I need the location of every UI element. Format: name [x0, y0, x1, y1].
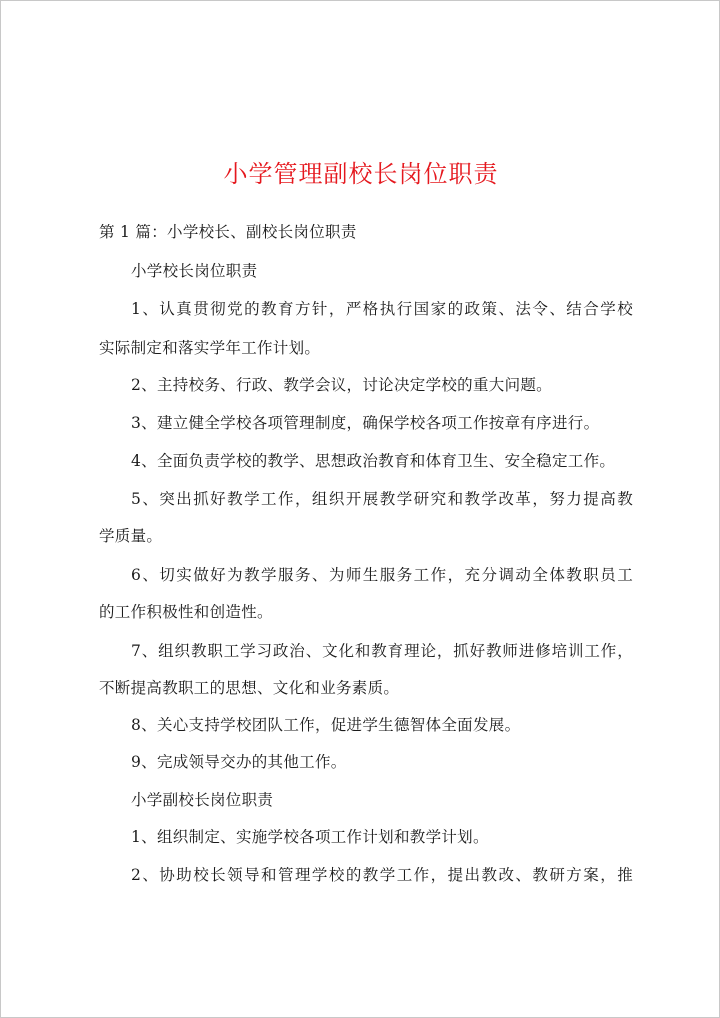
vice-item-2-line-1: 2、协助校长领导和管理学校的教学工作，提出教改、教研方案，推 — [131, 866, 633, 884]
principal-item-4: 4、全面负责学校的教学、思想政治教育和体育卫生、安全稳定工作。 — [131, 452, 616, 470]
principal-item-7-line-1: 7、组织教职工学习政治、文化和教育理论，抓好教师进修培训工作， — [131, 642, 633, 660]
principal-item-6-line-1: 6、切实做好为教学服务、为师生服务工作，充分调动全体教职员工 — [131, 566, 633, 584]
section-heading: 第 1 篇：小学校长、副校长岗位职责 — [99, 223, 357, 241]
principal-item-1-line-2: 实际制定和落实学年工作计划。 — [99, 339, 321, 357]
principal-item-6-line-2: 的工作积极性和创造性。 — [99, 603, 273, 621]
document-title: 小学管理副校长岗位职责 — [223, 160, 499, 188]
principal-item-7-line-2: 不断提高教职工的思想、文化和业务素质。 — [99, 679, 400, 697]
principal-item-1-line-1: 1、认真贯彻党的教育方针，严格执行国家的政策、法令、结合学校 — [131, 300, 633, 318]
principal-item-3: 3、建立健全学校各项管理制度，确保学校各项工作按章有序进行。 — [131, 414, 600, 432]
principal-item-5-line-1: 5、突出抓好教学工作，组织开展教学研究和教学改革，努力提高教 — [131, 490, 633, 508]
principal-item-9: 9、完成领导交办的其他工作。 — [131, 753, 347, 771]
principal-item-8: 8、关心支持学校团队工作，促进学生德智体全面发展。 — [131, 716, 521, 734]
vice-heading: 小学副校长岗位职责 — [131, 791, 274, 809]
principal-item-5-line-2: 学质量。 — [99, 527, 163, 545]
principal-item-2: 2、主持校务、行政、教学会议，讨论决定学校的重大问题。 — [131, 376, 552, 394]
principal-heading: 小学校长岗位职责 — [131, 262, 258, 280]
vice-item-1: 1、组织制定、实施学校各项工作计划和教学计划。 — [131, 828, 489, 846]
